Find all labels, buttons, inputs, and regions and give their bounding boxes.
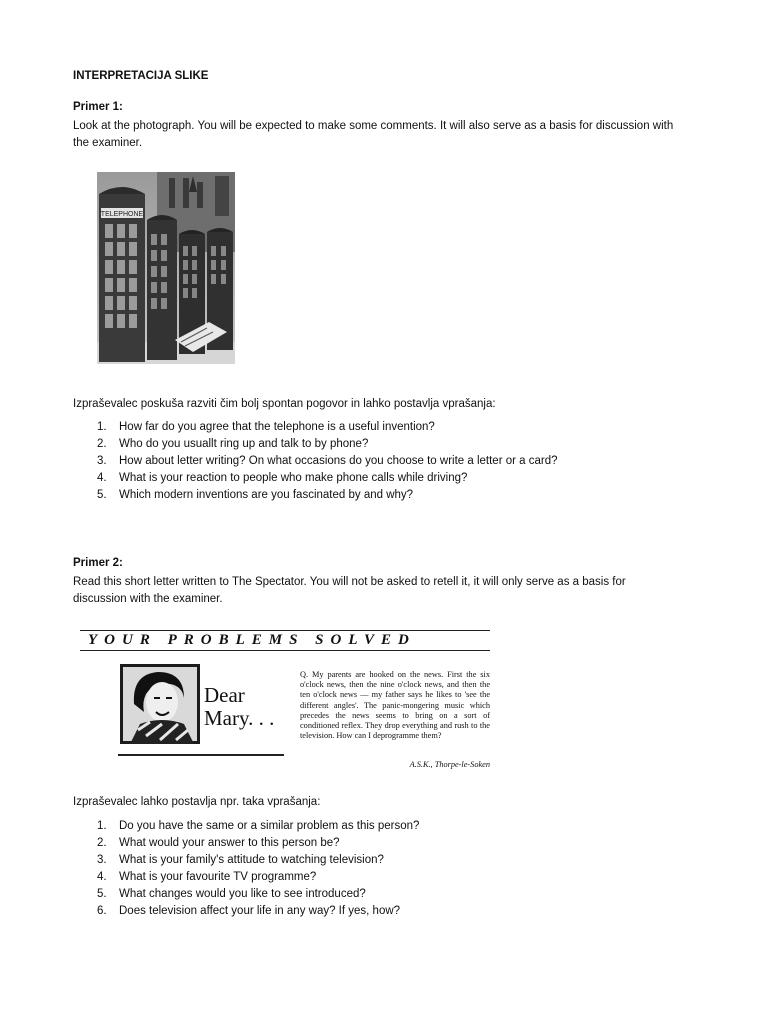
list-item-number: 1. <box>97 820 107 832</box>
list-item-text: What is your favourite TV programme? <box>119 871 317 883</box>
dear-line1: Dear <box>204 683 245 707</box>
list-item-number: 1. <box>97 421 107 433</box>
list-item-text: What is your family's attitude to watching television? <box>119 854 384 866</box>
list-item <box>73 419 558 436</box>
list-item <box>73 886 419 903</box>
list-item-number: 2. <box>97 837 107 849</box>
dear-line2: Mary. . . <box>204 706 275 730</box>
list-item-number: 4. <box>97 472 107 484</box>
example1-instruction-line2: the examiner. <box>73 137 143 149</box>
clipping-underline <box>118 754 284 756</box>
list-item-text: What is your reaction to people who make phone calls while driving? <box>119 472 468 484</box>
list-item-text: Do you have the same or a similar problem as this person? <box>119 820 420 832</box>
letter-text: Q. My parents are hooked on the news. First the six o'clock news, then the nine o'clock news, and then the ten o'clock news — my father says he likes to 'see the different angles'. The panic-mongering music which precedes the news seems to bring on a sort of conditioned reflex. They drop everything and rush to the television. How can I deprogramme them? <box>300 670 490 741</box>
example1-instruction-line1: Look at the photograph. You will be expected to make some comments. It will also serve as a basis for discussion with <box>73 120 674 132</box>
document-title: INTERPRETACIJA SLIKE <box>73 70 209 82</box>
list-item <box>73 453 558 470</box>
example2-instruction-line1: Read this short letter written to The Spectator. You will not be asked to retell it, it will only serve as a basis for <box>73 576 626 588</box>
newspaper-clipping <box>80 628 490 773</box>
list-item-number: 5. <box>97 489 107 501</box>
list-item-text: Who do you usuallt ring up and talk to by phone? <box>119 438 369 450</box>
list-item-text: How about letter writing? On what occasions do you choose to write a letter or a card? <box>119 455 558 467</box>
list-item-text: What would your answer to this person be? <box>119 837 340 849</box>
list-item <box>73 835 419 852</box>
list-item <box>73 436 558 453</box>
clipping-title-rule <box>80 650 490 651</box>
list-item <box>73 487 558 504</box>
example1-question-list <box>73 419 558 504</box>
example1-instruction <box>73 118 713 152</box>
letter-signature: A.S.K., Thorpe-le-Soken <box>409 760 490 769</box>
portrait-image <box>120 664 200 744</box>
list-item-text: What changes would you like to see introduced? <box>119 888 366 900</box>
list-item-number: 4. <box>97 871 107 883</box>
list-item-number: 5. <box>97 888 107 900</box>
example2-heading: Primer 2: <box>73 557 123 569</box>
list-item-text: Which modern inventions are you fascinated by and why? <box>119 489 414 501</box>
example2-intro: Izpraševalec lahko postavlja npr. taka vprašanja: <box>73 796 321 808</box>
booth-sign-text: TELEPHONE <box>100 211 144 218</box>
list-item-text: How far do you agree that the telephone is a useful invention? <box>119 421 435 433</box>
list-item-text: Does television affect your life in any way? If yes, how? <box>119 905 401 917</box>
list-item <box>73 852 419 869</box>
clipping-top-rule <box>80 630 490 631</box>
phone-booth-illustration <box>97 172 235 364</box>
example2-instruction-line2: discussion with the examiner. <box>73 593 223 605</box>
list-item <box>73 903 419 920</box>
example2-question-list <box>73 818 419 920</box>
list-item <box>73 818 419 835</box>
list-item-number: 3. <box>97 455 107 467</box>
list-item <box>73 470 558 487</box>
phone-booth-photo <box>97 172 235 364</box>
example1-intro: Izpraševalec poskuša razviti čim bolj spontan pogovor in lahko postavlja vprašanja: <box>73 398 496 410</box>
dear-mary-heading <box>204 684 274 730</box>
list-item-number: 2. <box>97 438 107 450</box>
list-item-number: 6. <box>97 905 107 917</box>
list-item-number: 3. <box>97 854 107 866</box>
example1-heading: Primer 1: <box>73 101 123 113</box>
clipping-title: YOUR PROBLEMS SOLVED <box>88 632 416 648</box>
list-item <box>73 869 419 886</box>
example2-instruction <box>73 574 713 608</box>
